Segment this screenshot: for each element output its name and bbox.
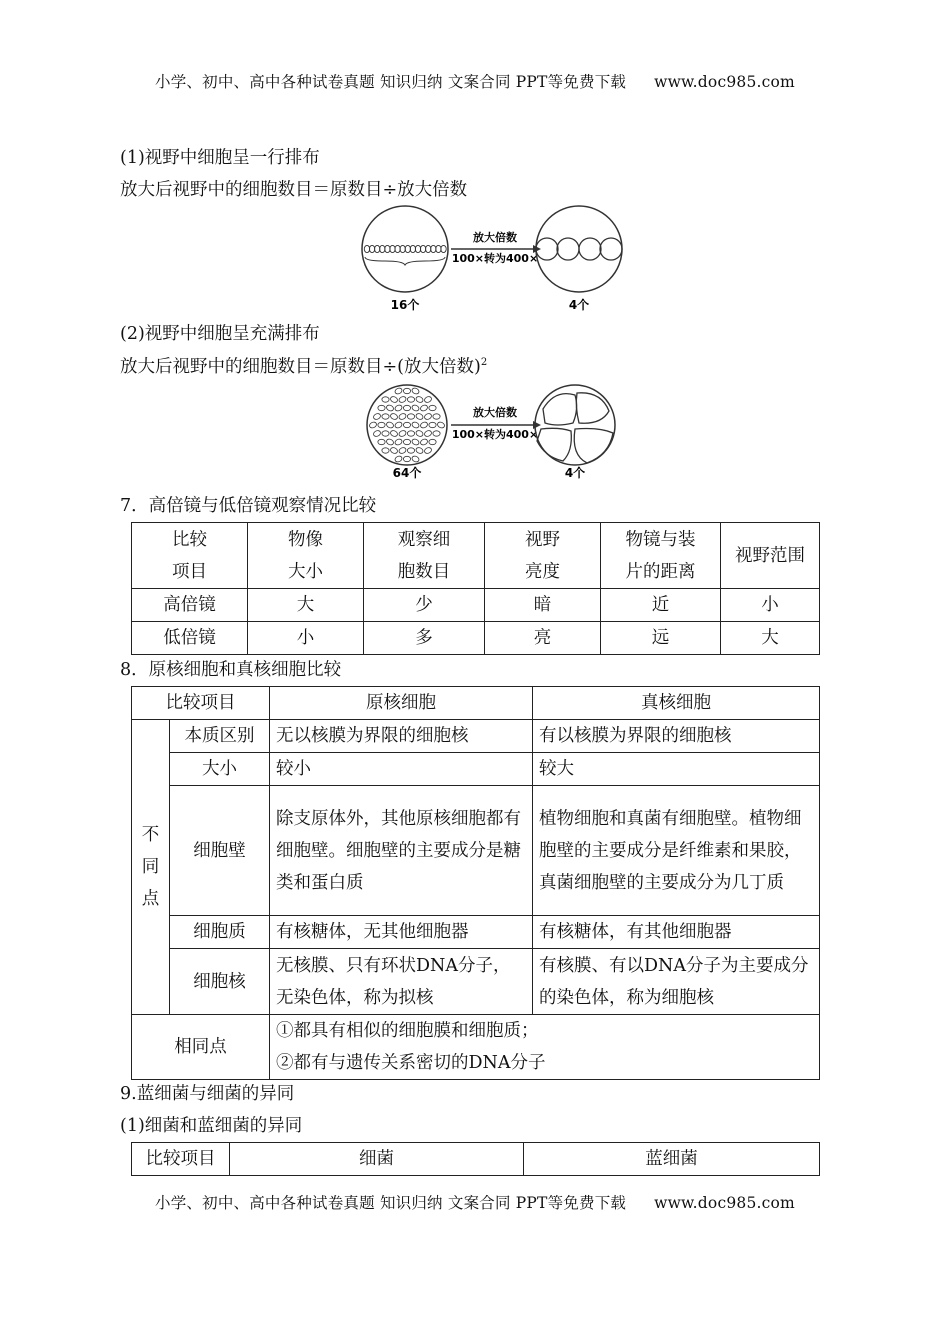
big-cell (537, 428, 571, 461)
table-row (132, 949, 820, 1015)
small-cell (407, 431, 414, 436)
header-cell: 物像 大小 (248, 523, 364, 589)
small-cell (415, 245, 420, 252)
table-cell: 近 (601, 589, 721, 622)
sec7-title: 7．高倍镜与低倍镜观察情况比较 (120, 496, 377, 516)
small-cell (390, 413, 399, 421)
table-cell: 多 (364, 622, 485, 655)
arrow-top-text: 放大倍数 (473, 406, 517, 419)
small-cell (382, 448, 389, 453)
big-cell (543, 394, 577, 425)
table-row (132, 622, 820, 655)
small-cell (420, 421, 429, 429)
right-count-label: 4个 (564, 466, 586, 480)
small-cell (405, 245, 410, 252)
table-cell: 较小 (270, 753, 533, 786)
full-cells-64 (369, 387, 446, 463)
table-cell: 亮 (485, 622, 601, 655)
small-cell (369, 245, 374, 252)
table-cell: 较大 (533, 753, 820, 786)
arrow-bottom-text: 100×转为400× (451, 252, 539, 265)
small-cell (415, 396, 424, 404)
table-cell: 大 (721, 622, 820, 655)
header-cell: 视野范围 (721, 523, 820, 589)
row-label: 相同点 (132, 1015, 270, 1080)
small-cell (378, 439, 385, 444)
small-cell (394, 404, 403, 412)
sec8-title: 8．原核细胞和真核细胞比较 (120, 660, 342, 680)
table-cell: 无核膜、只有环状DNA分子，无染色体，称为拟核 (270, 949, 533, 1015)
small-cell (433, 414, 440, 419)
page-header (0, 70, 950, 92)
small-cell (373, 413, 382, 421)
sec1-title: (1)视野中细胞呈一行排布 (120, 148, 320, 168)
sec2-title: (2)视野中细胞呈充满排布 (120, 324, 320, 344)
sec1-formula: 放大后视野中的细胞数目＝原数目÷放大倍数 (120, 180, 468, 200)
small-cell (415, 447, 424, 455)
small-cell (424, 430, 433, 438)
small-cell (429, 405, 436, 410)
header-cell: 视野 亮度 (485, 523, 601, 589)
footer-text: 小学、初中、高中各种试卷真题 知识归纳 文案合同 PPT等免费下载 (155, 1194, 627, 1212)
header-cell: 真核细胞 (533, 687, 820, 720)
small-cell (407, 414, 414, 419)
sec2-formula: 放大后视野中的细胞数目＝原数目÷(放大倍数) (120, 357, 481, 377)
small-cell (407, 397, 414, 402)
small-cell (415, 430, 424, 438)
small-cell (403, 456, 410, 461)
small-cell (420, 245, 425, 252)
small-cell (433, 431, 440, 436)
small-cell (403, 405, 410, 410)
small-cell (382, 414, 389, 419)
page-footer (0, 1191, 950, 1213)
footer-site: www.doc985.com (654, 1194, 795, 1212)
small-cell (378, 405, 385, 410)
small-cell (429, 439, 436, 444)
small-cell (400, 245, 405, 252)
small-cell (390, 245, 395, 252)
small-cell (403, 388, 410, 393)
sec9-subtitle: (1)细菌和蓝细菌的异同 (120, 1116, 303, 1136)
small-cell (394, 387, 403, 395)
table-row (132, 589, 820, 622)
table-cell: 除支原体外，其他原核细胞都有细胞壁。细胞壁的主要成分是糖类和蛋白质 (270, 786, 533, 916)
small-cell (411, 455, 420, 463)
small-cell (398, 413, 407, 421)
row-label: 细胞核 (170, 949, 270, 1015)
table-cell: 无以核膜为界限的细胞核 (270, 720, 533, 753)
table-cell: 有以核膜为界限的细胞核 (533, 720, 820, 753)
small-cell (424, 447, 433, 455)
header-cell: 物镜与装 片的距离 (601, 523, 721, 589)
table-header-row (132, 1143, 820, 1176)
small-cell (394, 438, 403, 446)
small-cell (382, 431, 389, 436)
row-label: 细胞壁 (170, 786, 270, 916)
table-cell: 少 (364, 589, 485, 622)
table-cell: 植物细胞和真菌有细胞壁。植物细胞壁的主要成分是纤维素和果胶，真菌细胞壁的主要成分为几丁质 (533, 786, 820, 916)
small-cell (395, 245, 400, 252)
small-cell (394, 455, 403, 463)
same-point: ①都具有相似的细胞膜和细胞质； (276, 1021, 539, 1041)
small-cell (364, 245, 369, 252)
small-cell (386, 404, 395, 412)
magnification-table (131, 522, 820, 655)
small-cell (420, 438, 429, 446)
header-text: 小学、初中、高中各种试卷真题 知识归纳 文案合同 PPT等免费下载 (155, 73, 627, 91)
small-cell (390, 396, 399, 404)
header-cell: 原核细胞 (270, 687, 533, 720)
big-cell (579, 238, 601, 260)
small-cell (407, 448, 414, 453)
table-cell: 低倍镜 (132, 622, 248, 655)
diff-label-cell: 不 同 点 (132, 720, 170, 1015)
small-cell (411, 438, 420, 446)
small-cell (386, 421, 395, 429)
big-cell (574, 429, 613, 464)
small-cell (398, 396, 407, 404)
right-count-label: 4个 (568, 298, 590, 312)
left-count-label: 16个 (390, 298, 420, 312)
figure-full-cells (365, 383, 625, 481)
table-row (132, 753, 820, 786)
table-row (132, 1015, 820, 1080)
table-cell: 有核膜、有以DNA分子为主要成分的染色体，称为细胞核 (533, 949, 820, 1015)
brace-mark (365, 257, 445, 265)
small-cell (394, 421, 403, 429)
table-cell: 大 (248, 589, 364, 622)
small-cell (441, 245, 446, 252)
small-cell (426, 245, 431, 252)
small-cell (390, 447, 399, 455)
header-cell: 比较项目 (132, 687, 270, 720)
small-cell (398, 430, 407, 438)
table-cell: 小 (721, 589, 820, 622)
small-cell (424, 413, 433, 421)
row-label: 本质区别 (170, 720, 270, 753)
sec2-formula-line (120, 353, 487, 378)
small-cell (382, 397, 389, 402)
small-cell (398, 447, 407, 455)
small-cell (386, 438, 395, 446)
small-cell (411, 387, 420, 395)
table-row (132, 916, 820, 949)
sec2-formula-exponent: 2 (480, 357, 488, 369)
small-cell (375, 245, 380, 252)
small-cell (410, 245, 415, 252)
bacteria-table (131, 1142, 820, 1176)
big-cell (557, 238, 579, 260)
row-label: 大小 (170, 753, 270, 786)
small-cell (431, 245, 436, 252)
small-cell (403, 439, 410, 444)
small-cell (436, 245, 441, 252)
header-site: www.doc985.com (654, 73, 795, 91)
table-header-row (132, 523, 820, 589)
left-count-label: 64个 (392, 466, 422, 480)
header-cell: 观察细 胞数目 (364, 523, 485, 589)
cell-comparison-table (131, 686, 820, 1080)
sec9-title: 9.蓝细菌与细菌的异同 (120, 1084, 295, 1104)
small-cell (373, 430, 382, 438)
small-cell (380, 245, 385, 252)
header-cell: 细菌 (230, 1143, 524, 1176)
table-row (132, 786, 820, 916)
small-cell (390, 430, 399, 438)
table-cell: 暗 (485, 589, 601, 622)
table-header-row (132, 687, 820, 720)
small-cell (429, 422, 436, 427)
small-cell (415, 413, 424, 421)
small-cell (424, 396, 433, 404)
row-label: 细胞质 (170, 916, 270, 949)
table-cell: 远 (601, 622, 721, 655)
header-cell: 蓝细菌 (524, 1143, 820, 1176)
low-mag-field-full (367, 385, 447, 465)
same-point: ②都有与遗传关系密切的DNA分子 (276, 1053, 546, 1073)
small-cell (437, 421, 446, 429)
row-cells-16 (364, 245, 446, 252)
arrow-top-text: 放大倍数 (473, 231, 517, 244)
small-cell (411, 421, 420, 429)
small-cell (403, 422, 410, 427)
small-cell (378, 422, 385, 427)
small-cell (411, 404, 420, 412)
small-cell (420, 404, 429, 412)
header-cell: 比较 项目 (132, 523, 248, 589)
table-row (132, 720, 820, 753)
table-cell: 有核糖体，有其他细胞器 (533, 916, 820, 949)
same-points-cell (270, 1015, 820, 1080)
small-cell (385, 245, 390, 252)
table-cell: 小 (248, 622, 364, 655)
figure-row-cells (355, 205, 630, 313)
header-cell: 比较项目 (132, 1143, 230, 1176)
table-cell: 有核糖体，无其他细胞器 (270, 916, 533, 949)
big-cell (600, 238, 622, 260)
table-cell: 高倍镜 (132, 589, 248, 622)
small-cell (369, 421, 378, 429)
arrow-bottom-text: 100×转为400× (451, 428, 539, 441)
